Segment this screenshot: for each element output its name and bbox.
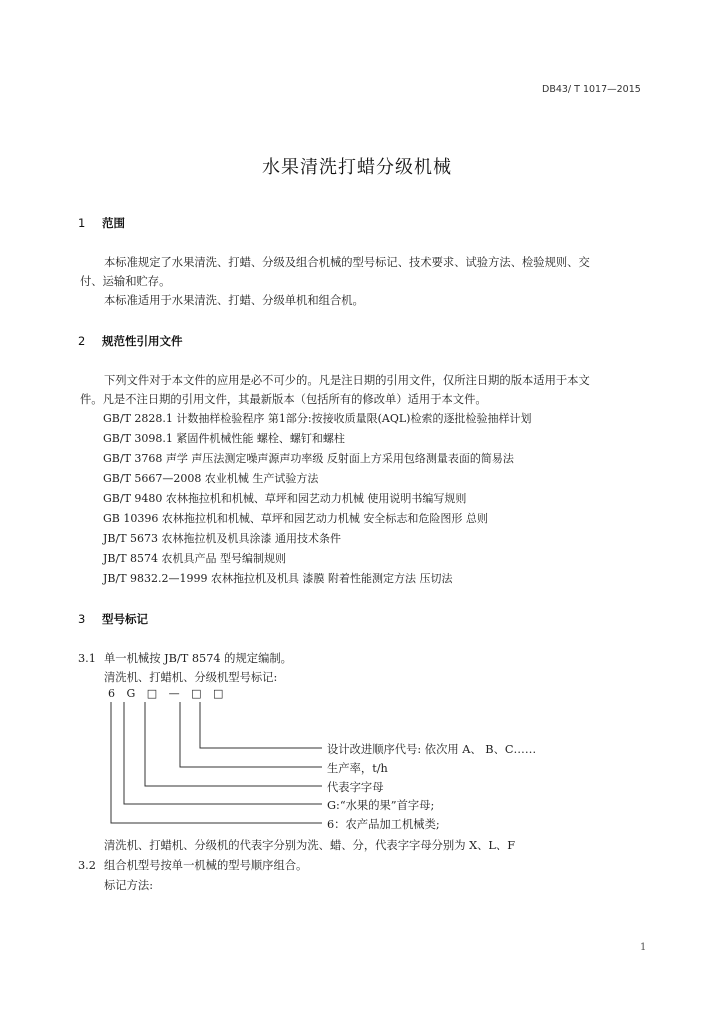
section-title: 范围: [102, 216, 125, 230]
reference-item: GB/T 2828.1 计数抽样检验程序 第1部分:按接收质量限(AQL)检索的逐批检验抽样计划: [103, 412, 532, 425]
reference-item: GB 10396 农林拖拉机和机械、草坪和园艺动力机械 安全标志和危险图形 总则: [103, 512, 488, 525]
reference-item: GB/T 9480 农林拖拉机和机械、草坪和园艺动力机械 使用说明书编写规则: [103, 492, 467, 505]
model-code: 6 G □ — □ □: [108, 687, 228, 700]
diagram-label: G:“水果的果”首字母;: [327, 799, 435, 812]
diagram-label: 6：农产品加工机械类;: [327, 818, 440, 831]
paragraph-line: 下列文件对于本文件的应用是必不可少的。凡是注日期的引用文件，仅所注日期的版本适用于本文: [104, 374, 590, 387]
section-title: 规范性引用文件: [102, 334, 183, 348]
clause-subtext: 清洗机、打蜡机、分级机的代表字分别为洗、蜡、分，代表字字母分别为 X、L、F: [104, 839, 516, 852]
clause-3-2: [78, 857, 307, 873]
section-number: 2: [78, 334, 86, 348]
diagram-label: 生产率，t/h: [327, 762, 388, 775]
paragraph-line: 本标准适用于水果清洗、打蜡、分级单机和组合机。: [104, 294, 364, 307]
page-number: 1: [640, 942, 647, 953]
reference-item: JB/T 9832.2—1999 农林拖拉机及机具 漆膜 附着性能测定方法 压切法: [103, 572, 453, 585]
paragraph-line: 本标准规定了水果清洗、打蜡、分级及组合机械的型号标记、技术要求、试验方法、检验规则、交: [104, 256, 590, 269]
section-title: 型号标记: [102, 612, 148, 626]
document-code: DB43/ T 1017—2015: [542, 84, 641, 95]
clause-number: 3.1: [78, 652, 96, 665]
document-title: 水果清洗打蜡分级机械: [262, 157, 452, 178]
reference-item: GB/T 5667—2008 农业机械 生产试验方法: [103, 472, 319, 485]
reference-item: JB/T 8574 农机具产品 型号编制规则: [103, 552, 287, 565]
diagram-label: 设计改进顺序代号: 依次用 A、 B、C……: [327, 743, 537, 756]
clause-text: 组合机型号按单一机械的型号顺序组合。: [104, 859, 308, 872]
clause-subtext: 标记方法:: [104, 879, 153, 892]
connector-line: [200, 702, 322, 748]
section-number: 1: [78, 216, 86, 230]
connector-line: [180, 702, 322, 767]
reference-item: GB/T 3768 声学 声压法测定噪声源声功率级 反射面上方采用包络测量表面的简易法: [103, 452, 514, 465]
connector-line: [145, 702, 322, 786]
clause-text: 单一机械按 JB/T 8574 的规定编制。: [104, 652, 292, 665]
reference-item: JB/T 5673 农林拖拉机及机具涂漆 通用技术条件: [103, 532, 342, 545]
diagram-label: 代表字字母: [327, 781, 384, 794]
section-number: 3: [78, 612, 86, 626]
clause-subtext: 清洗机、打蜡机、分级机型号标记:: [104, 671, 278, 684]
paragraph-line: 件。凡是不注日期的引用文件，其最新版本（包括所有的修改单）适用于本文件。: [80, 393, 487, 406]
clause-number: 3.2: [78, 859, 96, 872]
paragraph-line: 付、运输和贮存。: [80, 275, 171, 288]
reference-item: GB/T 3098.1 紧固件机械性能 螺栓、螺钉和螺柱: [103, 432, 345, 445]
connector-line: [111, 702, 322, 823]
connector-line: [124, 702, 322, 804]
